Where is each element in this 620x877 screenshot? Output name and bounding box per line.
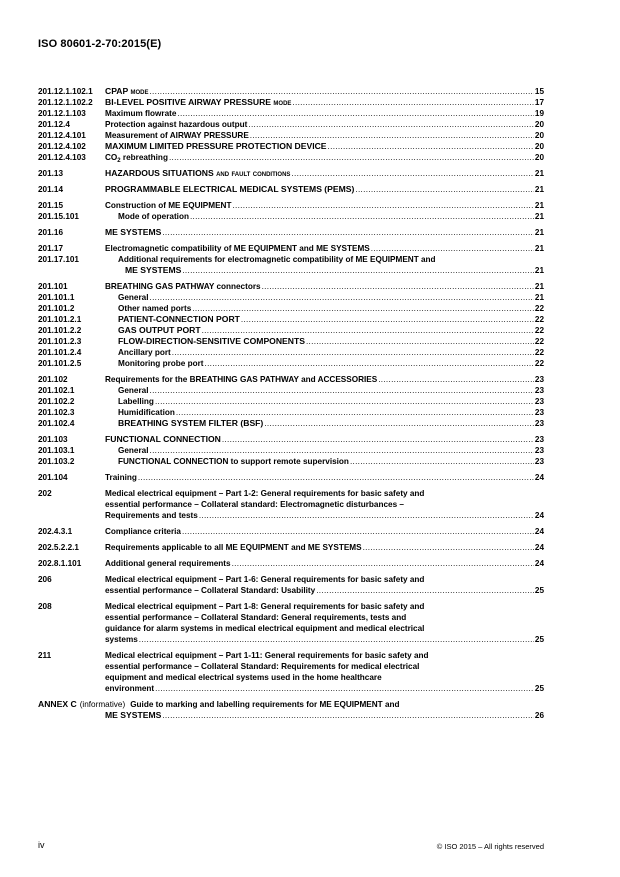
toc-entry[interactable] <box>38 254 544 276</box>
toc-entry-page: 25 <box>534 684 544 693</box>
toc-entry-number: 201.101.2.4 <box>38 348 82 357</box>
toc-entry-page: 23 <box>534 457 544 466</box>
toc-entry-page: 21 <box>534 185 544 194</box>
toc-entry-number: 201.17.101 <box>38 255 79 264</box>
toc-entry-number: 211 <box>38 651 52 660</box>
toc-entry-page: 17 <box>534 98 544 107</box>
toc-entry-number: 201.13 <box>38 169 64 178</box>
toc-entry-number: 201.101 <box>38 282 68 291</box>
toc-entry-title: Protection against hazardous output <box>105 120 248 129</box>
toc-entry-number: 201.15.101 <box>38 212 79 221</box>
annex-note: (informative) <box>79 700 126 709</box>
toc-entry-annex[interactable] <box>38 699 544 721</box>
toc-entry-page: 22 <box>534 315 544 324</box>
toc-entry-page: 24 <box>534 511 544 520</box>
toc-entry[interactable] <box>38 184 544 195</box>
toc-entry[interactable] <box>38 119 544 130</box>
toc-entry-number: 201.16 <box>38 228 64 237</box>
toc-entry-title-line: systems <box>105 635 138 644</box>
toc-entry-title: Additional general requirements <box>105 559 231 568</box>
toc-entry-title: Monitoring probe port <box>118 359 204 368</box>
toc-entry-page: 22 <box>534 337 544 346</box>
toc-entry-title: BREATHING GAS PATHWAY connectors <box>105 282 261 291</box>
toc-entry-title: Construction of ME EQUIPMENT <box>105 201 232 210</box>
toc-entry-page: 22 <box>534 304 544 313</box>
document-header-title: ISO 80601-2-70:2015(E) <box>38 38 162 50</box>
toc-entry[interactable] <box>38 650 544 694</box>
toc-entry-page: 20 <box>534 153 544 162</box>
toc-entry[interactable] <box>38 97 544 108</box>
toc-entry-page: 21 <box>534 201 544 210</box>
toc-entry-page: 22 <box>534 348 544 357</box>
toc-entry-number: 202.8.1.101 <box>38 559 82 568</box>
toc-entry-title-line: essential performance – Collateral Standard: Requirements for medical electrical <box>105 662 420 671</box>
toc-entry-title-line: ME SYSTEMS <box>105 710 162 720</box>
toc-entry-title: ME SYSTEMS <box>105 227 162 237</box>
toc-entry-page: 24 <box>534 473 544 482</box>
toc-entry[interactable] <box>38 108 544 119</box>
page-number: iv <box>38 840 45 850</box>
toc-entry-title-line: Medical electrical equipment – Part 1-2: General requirements for basic safety and <box>105 489 425 498</box>
toc-entry-number: 201.12.4.102 <box>38 142 86 151</box>
toc-entry-title-line: Guide to marking and labelling requirements for ME EQUIPMENT and <box>130 700 400 709</box>
toc-entry-title: Labelling <box>118 397 154 406</box>
toc-entry-page: 23 <box>534 446 544 455</box>
toc-entry-number: 201.15 <box>38 201 64 210</box>
toc-entry-title: FUNCTIONAL CONNECTION to support remote supervision <box>118 457 349 466</box>
annex-label: ANNEX C <box>38 699 77 709</box>
toc-entry-number: 201.12.1.103 <box>38 109 86 118</box>
toc-entry-number: 201.12.4 <box>38 120 70 129</box>
toc-entry-page: 24 <box>534 543 544 552</box>
toc-entry[interactable] <box>38 303 544 314</box>
toc-entry-title-line: Medical electrical equipment – Part 1-11: General requirements for basic safety and <box>105 651 429 660</box>
toc-entry-page: 21 <box>534 266 544 275</box>
toc-entry-number: 201.101.2.5 <box>38 359 82 368</box>
toc-entry[interactable] <box>38 574 544 596</box>
toc-entry-page: 23 <box>534 419 544 428</box>
toc-entry-title: GAS OUTPUT PORT <box>118 325 201 335</box>
toc-entry[interactable] <box>38 200 544 211</box>
toc-entry-number: 201.102 <box>38 375 68 384</box>
toc-entry-number: 201.101.2.2 <box>38 326 82 335</box>
toc-entry-page: 21 <box>534 293 544 302</box>
toc-entry-title: FUNCTIONAL CONNECTION <box>105 434 221 444</box>
toc-entry-number: 201.12.4.101 <box>38 131 86 140</box>
toc-entry-page: 20 <box>534 120 544 129</box>
toc-entry[interactable] <box>38 434 544 445</box>
toc-entry-title: Training <box>105 473 137 482</box>
toc-entry-page: 23 <box>534 386 544 395</box>
toc-entry-page: 26 <box>534 711 544 720</box>
toc-entry[interactable] <box>38 472 544 483</box>
toc-entry[interactable] <box>38 418 544 429</box>
toc-entry-title: MAXIMUM LIMITED PRESSURE PROTECTION DEVICE <box>105 141 327 151</box>
toc-entry-page: 15 <box>534 87 544 96</box>
toc-entry-page: 23 <box>534 375 544 384</box>
copyright-notice: © ISO 2015 – All rights reserved <box>436 842 544 851</box>
toc-entry-number: 201.101.2.3 <box>38 337 82 346</box>
toc-entry[interactable] <box>38 314 544 325</box>
toc-entry-number: 201.102.1 <box>38 386 75 395</box>
toc-entry-page: 21 <box>534 282 544 291</box>
toc-entry-title-line: equipment and medical electrical systems used in the home healthcare <box>105 673 382 682</box>
toc-entry-page: 21 <box>534 244 544 253</box>
toc-entry[interactable] <box>38 211 544 222</box>
toc-entry[interactable] <box>38 281 544 292</box>
toc-entry-title: FLOW-DIRECTION-SENSITIVE COMPONENTS <box>118 336 305 346</box>
toc-entry-number: 202.5.2.2.1 <box>38 543 79 552</box>
toc-entry-number: 201.103.2 <box>38 457 75 466</box>
toc-entry[interactable] <box>38 558 544 569</box>
toc-entry-title: BREATHING SYSTEM FILTER (BSF) <box>118 418 264 428</box>
toc-entry[interactable] <box>38 130 544 141</box>
toc-entry-page: 23 <box>534 397 544 406</box>
toc-entry-page: 24 <box>534 527 544 536</box>
toc-entry-number: 202.4.3.1 <box>38 527 73 536</box>
toc-entry[interactable] <box>38 385 544 396</box>
toc-entry-number: 201.104 <box>38 473 68 482</box>
toc-entry-number: 201.12.4.103 <box>38 153 86 162</box>
toc-entry-page: 21 <box>534 169 544 178</box>
toc-entry-title: BI-LEVEL POSITIVE AIRWAY PRESSURE mode <box>105 97 292 107</box>
toc-entry-page: 23 <box>534 408 544 417</box>
toc-entry-title: Humidification <box>118 408 175 417</box>
toc-entry[interactable] <box>38 526 544 537</box>
toc-entry-number: 201.12.1.102.2 <box>38 98 93 107</box>
toc-entry[interactable] <box>38 86 544 97</box>
toc-entry-title-line: Medical electrical equipment – Part 1-8: General requirements for basic safety and <box>105 602 425 611</box>
toc-entry[interactable] <box>38 292 544 303</box>
toc-entry[interactable] <box>38 601 544 645</box>
toc-entry-page: 21 <box>534 212 544 221</box>
toc-entry[interactable] <box>38 227 544 238</box>
toc-entry-page: 22 <box>534 359 544 368</box>
toc-entry-number: 201.101.2.1 <box>38 315 82 324</box>
toc-entry[interactable] <box>38 243 544 254</box>
toc-entry-page: 25 <box>534 635 544 644</box>
toc-entry[interactable] <box>38 488 544 521</box>
toc-entry-title-line: guidance for alarm systems in medical electrical equipment and medical electrical <box>105 624 425 633</box>
toc-entry-number: 201.101.1 <box>38 293 75 302</box>
toc-entry-page: 20 <box>534 131 544 140</box>
toc-entry-page: 23 <box>534 435 544 444</box>
toc-entry-number: 201.12.1.102.1 <box>38 87 93 96</box>
toc-entry-title: Mode of operation <box>118 212 189 221</box>
toc-entry[interactable] <box>38 542 544 553</box>
toc-entry-number: 201.103 <box>38 435 68 444</box>
toc-entry-title: Maximum flowrate <box>105 109 177 118</box>
toc-entry-page: 22 <box>534 326 544 335</box>
toc-entry-title: General <box>118 386 149 395</box>
toc-entry[interactable] <box>38 396 544 407</box>
toc-entry[interactable] <box>38 325 544 336</box>
toc-entry-title: Requirements applicable to all ME EQUIPMENT and ME SYSTEMS <box>105 543 362 552</box>
toc-entry-title: PROGRAMMABLE ELECTRICAL MEDICAL SYSTEMS (PEMS) <box>105 184 355 194</box>
toc-entry[interactable] <box>38 358 544 369</box>
toc-entry-title: General <box>118 293 149 302</box>
toc-entry[interactable] <box>38 407 544 418</box>
toc-entry-number: 201.102.2 <box>38 397 75 406</box>
toc-entry-title-line: environment <box>105 684 155 693</box>
toc-entry-title: Compliance criteria <box>105 527 181 536</box>
toc-entry-number: 208 <box>38 602 52 611</box>
toc-entry-title-line: Requirements and tests <box>105 511 198 520</box>
toc-entry-number: 201.103.1 <box>38 446 75 455</box>
toc-entry-title: Other named ports <box>118 304 192 313</box>
toc-entry-title: CPAP mode <box>105 86 149 96</box>
toc-entry-title-line: essential performance – Collateral standard: Electromagnetic disturbances – <box>105 500 404 509</box>
toc-entry-number: 201.17 <box>38 244 64 253</box>
toc-entry-title: PATIENT-CONNECTION PORT <box>118 314 240 324</box>
toc-entry[interactable] <box>38 374 544 385</box>
toc-entry-page: 25 <box>534 586 544 595</box>
toc-entry-number: 206 <box>38 575 52 584</box>
toc-entry-title: $CO_2$ rebreathing <box>105 153 168 163</box>
toc-entry-title-line: essential performance – Collateral Standard: Usability <box>105 586 316 595</box>
toc-entry-title-line: essential performance – Collateral Standard: General requirements, tests and <box>105 613 407 622</box>
toc-entry-title: Measurement of AIRWAY PRESSURE <box>105 131 249 140</box>
toc-entry[interactable] <box>38 456 544 467</box>
toc-entry[interactable] <box>38 336 544 347</box>
toc-entry-title: General <box>118 446 149 455</box>
toc-entry-title-line: Additional requirements for electromagnetic compatibility of ME EQUIPMENT and <box>118 255 436 264</box>
toc-entry-title: HAZARDOUS SITUATIONS and fault conditions <box>105 168 291 178</box>
toc-entry-number: 201.102.4 <box>38 419 75 428</box>
table-of-contents <box>38 86 544 721</box>
toc-entry[interactable] <box>38 168 544 179</box>
toc-entry[interactable] <box>38 347 544 358</box>
toc-entry-number: 201.102.3 <box>38 408 75 417</box>
toc-entry-page: 20 <box>534 142 544 151</box>
toc-entry-number: 202 <box>38 489 52 498</box>
toc-entry-title: Requirements for the BREATHING GAS PATHWAY and ACCESSORIES <box>105 375 378 384</box>
toc-entry[interactable] <box>38 141 544 152</box>
toc-entry-number: 201.14 <box>38 185 64 194</box>
toc-entry-number: 201.101.2 <box>38 304 75 313</box>
toc-entry-page: 21 <box>534 228 544 237</box>
toc-entry-title: Ancillary port <box>118 348 171 357</box>
toc-entry[interactable] <box>38 445 544 456</box>
toc-entry-title-line: Medical electrical equipment – Part 1-6: General requirements for basic safety and <box>105 575 425 584</box>
toc-entry-title: Electromagnetic compatibility of ME EQUIPMENT and ME SYSTEMS <box>105 244 370 253</box>
toc-entry-page: 24 <box>534 559 544 568</box>
toc-entry-page: 19 <box>534 109 544 118</box>
toc-entry-title-line: ME SYSTEMS <box>125 265 182 275</box>
toc-entry[interactable] <box>38 152 544 163</box>
